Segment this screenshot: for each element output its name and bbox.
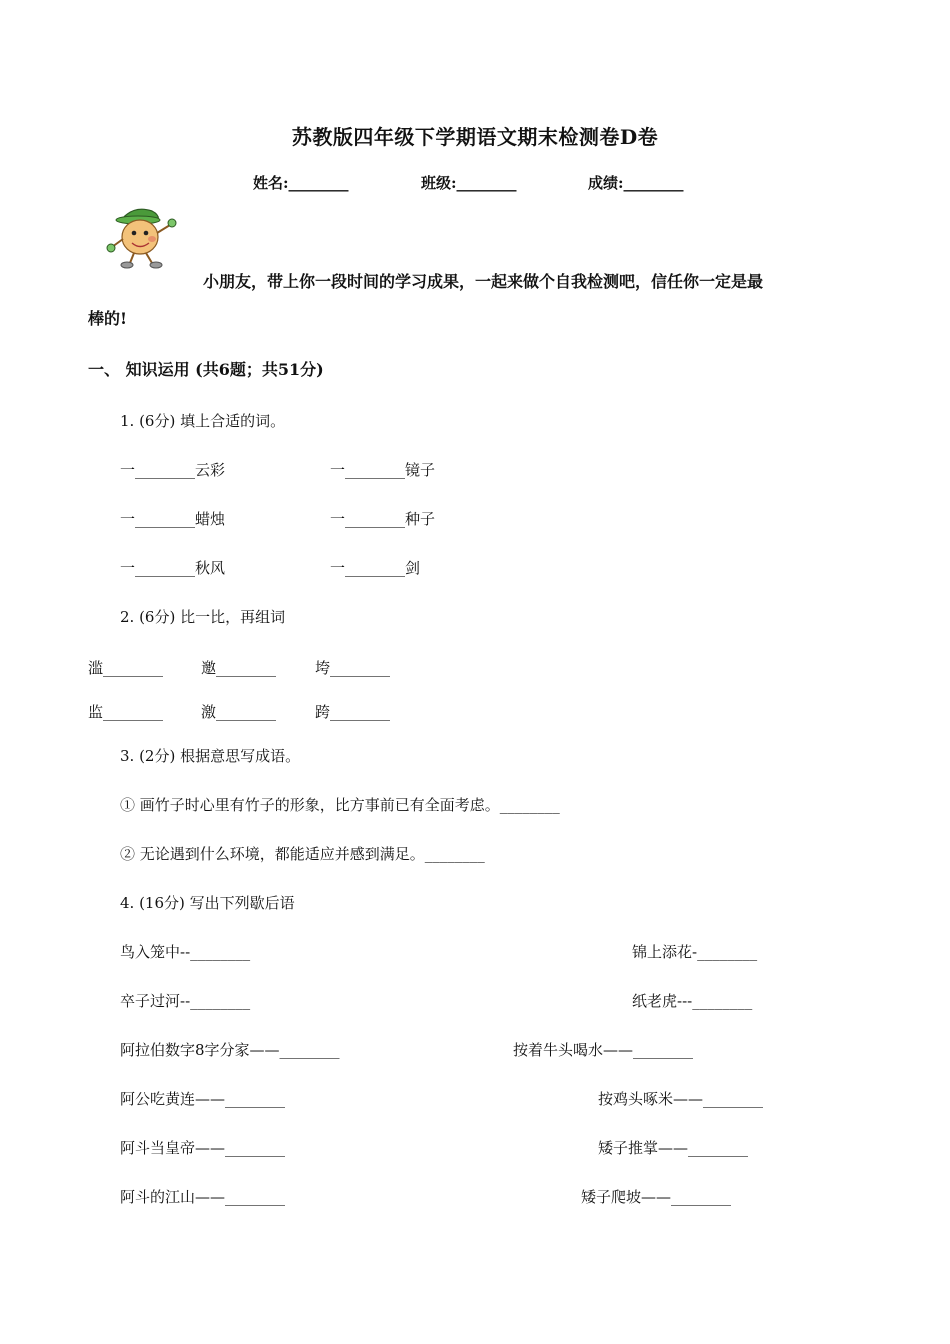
class-field: 班级:________ [421,174,517,192]
q2-blank: 滥________ [88,659,164,677]
q4-blank: 矮子爬坡——________ [581,1188,732,1206]
question-2-stem: 2. (6分) 比一比，再组词 [120,608,286,626]
score-field: 成绩:________ [588,174,684,192]
q2-blank: 监________ [88,703,164,721]
question-4-stem: 4. (16分) 写出下列歇后语 [120,894,295,912]
name-field: 姓名:________ [253,174,349,192]
q4-blank: 鸟入笼中--________ [120,943,251,961]
q4-blank: 按着牛头喝水——________ [513,1041,694,1059]
section-heading-1: 一、 知识运用 (共6题；共51分) [88,360,324,379]
question-3-stem: 3. (2分) 根据意思写成语。 [120,747,301,765]
q2-blank: 邀________ [201,659,277,677]
intro-line-1: 小朋友，带上你一段时间的学习成果，一起来做个自我检测吧，信任你一定是最 [203,272,764,291]
q1-blank: 一________剑 [330,559,421,577]
q4-blank: 锦上添花-________ [632,943,758,961]
q4-blank: 阿斗的江山——________ [120,1188,286,1206]
q4-blank: 纸老虎---________ [632,992,753,1010]
page-title: 苏教版四年级下学期语文期末检测卷D卷 [291,125,659,149]
q4-blank: 按鸡头啄米——________ [598,1090,764,1108]
question-1-stem: 1. (6分) 填上合适的词。 [120,412,286,430]
q3-item: ② 无论遇到什么环境，都能适应并感到满足。________ [120,845,485,863]
q2-blank: 垮________ [315,659,391,677]
mascot-illustration [104,203,192,273]
q1-blank: 一________蜡烛 [120,510,226,528]
q4-blank: 卒子过河--________ [120,992,251,1010]
q2-blank: 激________ [201,703,277,721]
q4-blank: 矮子推掌——________ [598,1139,749,1157]
q1-blank: 一________云彩 [120,461,226,479]
q4-blank: 阿公吃黄连——________ [120,1090,286,1108]
q1-blank: 一________种子 [330,510,436,528]
q1-blank: 一________镜子 [330,461,436,479]
q3-item: ① 画竹子时心里有竹子的形象，比方事前已有全面考虑。________ [120,796,560,814]
q2-blank: 跨________ [315,703,391,721]
q4-blank: 阿拉伯数字8字分家——________ [120,1041,340,1059]
q4-blank: 阿斗当皇帝——________ [120,1139,286,1157]
intro-line-2: 棒的! [88,309,128,328]
q1-blank: 一________秋风 [120,559,226,577]
